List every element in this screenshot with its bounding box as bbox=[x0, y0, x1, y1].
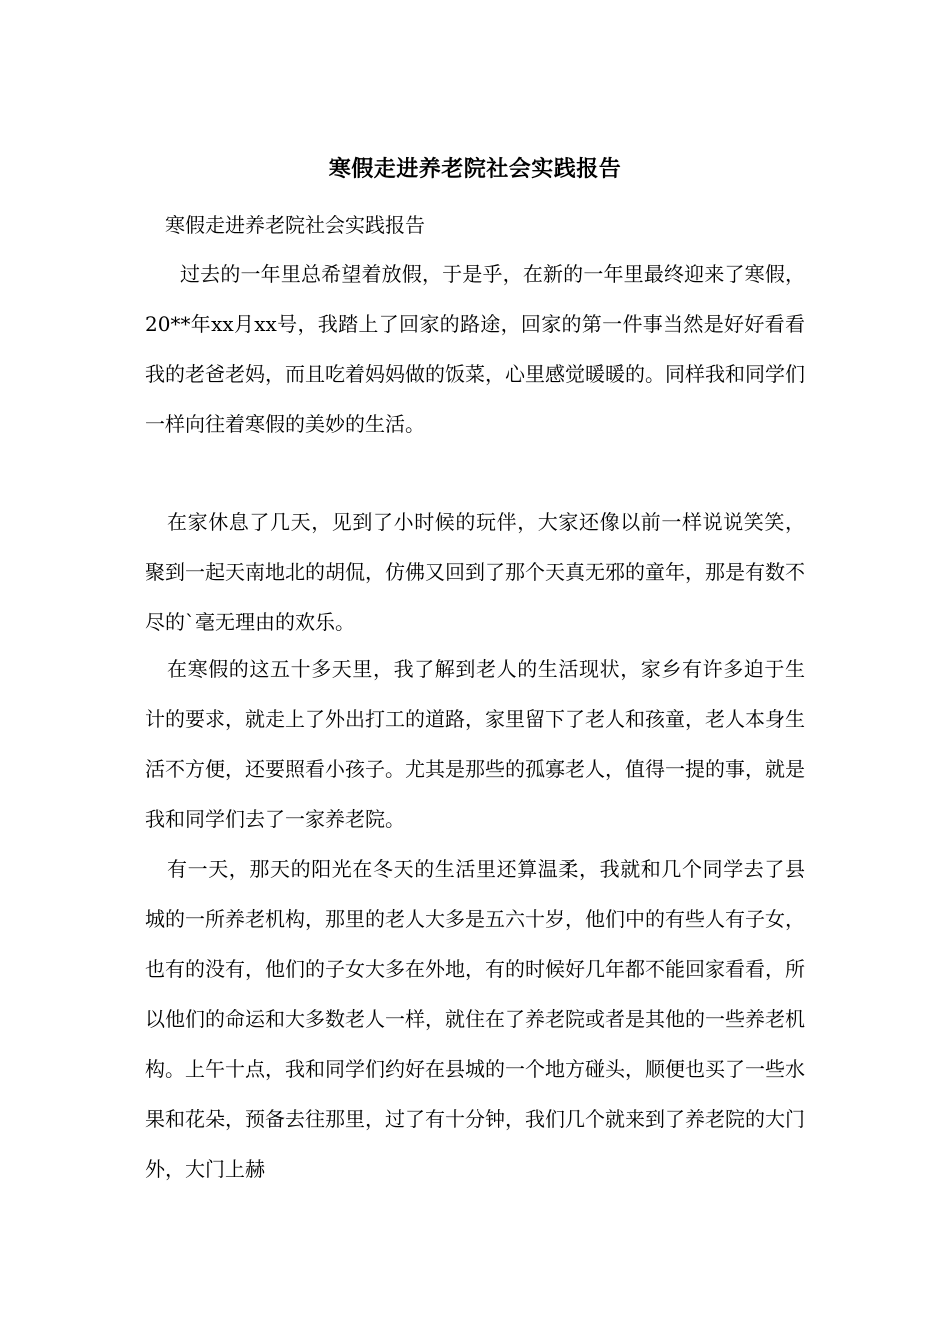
paragraph-winter-break: 过去的一年里总希望着放假，于是乎，在新的一年里最终迎来了寒假，20**年xx月xx号，我踏上了回家的路途，回家的第一件事当然是好好看看我的老爸老妈，而且吃着妈妈做的饭菜，心里感觉暖暖的。同样我和同学们一样向往着寒假的美妙的生活。 bbox=[145, 262, 805, 436]
paragraph-elderly-situation: 在寒假的这五十多天里，我了解到老人的生活现状，家乡有许多迫于生计的要求，就走上了外出打工的道路，家里留下了老人和孩童，老人本身生活不方便，还要照看小孩子。尤其是那些的孤寡老人，值得一提的事，就是我和同学们去了一家养老院。 bbox=[145, 657, 805, 831]
paragraph-childhood-friends: 在家休息了几天，见到了小时候的玩伴，大家还像以前一样说说笑笑，聚到一起天南地北的胡侃，仿佛又回到了那个天真无邪的童年，那是有数不尽的`毫无理由的欢乐。 bbox=[145, 510, 805, 634]
subtitle-paragraph: 寒假走进养老院社会实践报告 bbox=[165, 213, 425, 237]
paragraph-nursing-home-visit: 有一天，那天的阳光在冬天的生活里还算温柔，我就和几个同学去了县城的一所养老机构，那里的老人大多是五六十岁，他们中的有些人有子女，也有的没有，他们的子女大多在外地，有的时候好几年都不能回家看看，所以他们的命运和大多数老人一样，就住在了养老院或者是其他的一些养老机构。上午十点，我和同学们约好在县城的一个地方碰头，顺便也买了一些水果和花朵，预备去往那里，过了有十分钟，我们几个就来到了养老院的大门外，大门上赫 bbox=[145, 857, 805, 1181]
document-title: 寒假走进养老院社会实践报告 bbox=[328, 156, 622, 182]
